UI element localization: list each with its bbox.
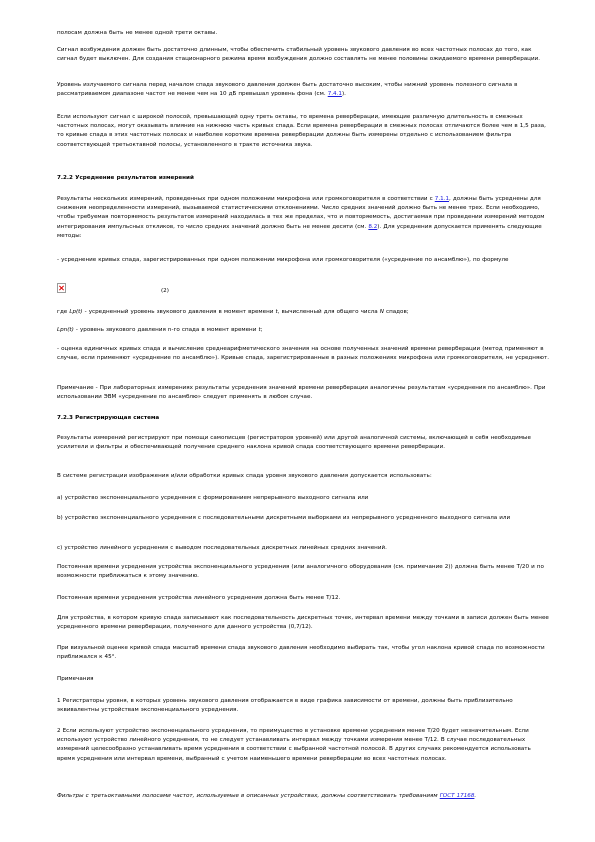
note: 2 Если используют устройство экспоненциального усреднения, то преимущество в установке времени усреднения менее T/20 будет незначительным. Если используют устройство линейного усреднения, то не следует устанавливать интервал между точками измерения менее T/12. В случае последовательных измерений целесообразно устанавливать время усреднения в соответствии с выбранной частотной полосой. В других случаях рекомендуется использовать время усреднения или интервал времени, выбранный с учетом наименьшего времени реверберации во всех частотных полосах. [57, 728, 531, 762]
paragraph [57, 81, 550, 99]
section-heading: 7.2.3 Регистрирующая система [57, 415, 160, 421]
paragraph-text: Результаты нескольких измерений, проведенных при одном положении микрофона или громкоговорителя в соответствии с [57, 196, 435, 202]
paragraph: При визуальной оценке кривой спада масштаб времени спада звукового давления необходимо выбирать так, чтобы угол наклона кривой спада по возможности приближался к 45°. [57, 645, 545, 661]
section-link[interactable]: 7.1.1 [434, 196, 449, 202]
section-link[interactable]: 8.2 [368, 223, 378, 230]
standard-link[interactable]: ГОСТ 17168 [439, 793, 475, 799]
equation-number: (2) [161, 288, 169, 294]
list-item: а) устройство экспоненциального усреднения с формированием непрерывного выходного сигнала или [57, 495, 369, 501]
paragraph-text: , вычисленный для общего числа [277, 309, 380, 315]
section-heading: 7.2.2 Усреднение результатов измерений [57, 175, 194, 181]
list-item: b) устройство экспоненциального усреднения с последовательными дискретными выборками из непрерывного усредненного выходного сигнала или [57, 515, 511, 521]
paragraph-text: Фильтры с третьоктавными полосами частот, используемые в описанных устройствах, должны соответствовать требованиям [57, 793, 440, 799]
paragraph-text: где [57, 309, 70, 315]
symbol: Lp(t) [69, 309, 83, 315]
paragraph: полосам должна быть не менее одной трети октавы. [57, 30, 218, 36]
paragraph [57, 326, 550, 335]
formula-image [57, 283, 66, 293]
paragraph [57, 195, 550, 241]
paragraph-text: - уровень звукового давления n-го спада в момент времени [73, 327, 259, 333]
notes-heading: Примечания [57, 676, 94, 682]
paragraph-text: спадов; [383, 309, 409, 315]
symbol: t [275, 309, 278, 315]
list-item: с) устройство линейного усреднения с выводом последовательных дискретных линейных средних значений. [57, 545, 387, 551]
paragraph: Если используют сигнал с широкой полосой, превышающей одну треть октавы, то времена реверберации, имеющие различную длительность в смежных частотных полосах, могут оказывать влияние на нижнюю часть кривых спада. Если времена реверберации в смежных полосах отличаются более чем в 1,5 раза, то кривые спада в этих частотных полосах и наиболее короткие времена реверберации должны быть измерены отдельно с использованием фильтра соответствующей третьоктавной полосы, установленного в тракте источника звука. [57, 114, 546, 148]
symbol: Lpn(t) [57, 327, 74, 333]
paragraph: - оценка единичных кривых спада и вычисление среднеарифметического значения на основе полученных значений времени реверберации (метод применяют в случае, если применяют «усреднение по ансамблю»). Кривые спада, зарегистрированные в разных положениях микрофона или громкоговорителя, не усредняют. [57, 346, 550, 362]
note: Примечание - При лабораторных измерениях результаты усреднения значений времени реверберации аналогичны результатам «усреднения по ансамблю». При использовании ЭВМ «усреднение по ансамблю» следует применять в любом случае. [57, 385, 546, 401]
paragraph: Постоянная времени усреднения устройства экспоненциального усреднения (или аналогичного оборудования (см. примечание 2)) должна быть менее T/20 и по возможности приближаться к этому значению. [57, 564, 544, 580]
paragraph [57, 792, 550, 801]
section-link[interactable]: 7.4.1 [327, 91, 342, 98]
note: 1 Регистраторы уровня, в которых уровень звукового давления отображается в виде графика зависимости от времени, должны быть приблизительно эквивалентны устройствам экспоненциального усреднения. [57, 698, 513, 714]
paragraph-text: . [474, 793, 477, 799]
paragraph: В системе регистрации изображения и/или обработки кривых спада уровня звукового давления допускается использовать: [57, 473, 432, 479]
paragraph: Постоянная времени усреднения устройства линейного усреднения должна быть менее T/12. [57, 595, 341, 601]
paragraph-text: ). Для усреднения допускается применять следующие методы: [57, 223, 542, 239]
paragraph-text: ; [260, 327, 263, 333]
paragraph: - усреднение кривых спада, зарегистрированных при одном положении микрофона или громкоговорителя («усреднение по ансамблю»), по формуле [57, 257, 509, 263]
paragraph [57, 308, 550, 317]
paragraph: Для устройства, в котором кривую спада записывают как последовательность дискретных точек, интервал времени между точками в записи должен быть менее усредненного времени реверберации, полученного для данного устройства (0,7/12). [57, 615, 549, 631]
symbol: t [258, 327, 261, 333]
paragraph: Результаты измерений регистрируют при помощи самописцев (регистраторов уровней) или другой аналогичной системы, включающей в себя необходимые усилители и фильтры и обеспечивающей получение среднего наклона кривой спада соответствующего времени реверберации. [57, 435, 531, 451]
paragraph-text: ). [341, 91, 346, 98]
symbol: N [379, 309, 384, 315]
paragraph: Сигнал возбуждения должен быть достаточно длинным, чтобы обеспечить стабильный уровень звукового давления во всех частотных полосах до того, как сигнал будет выключен. Для создания стационарного режима время возбуждения должно составлять не менее половины ожидаемого времени реверберации. [57, 47, 541, 63]
paragraph-text: - усредненный уровень звукового давления в момент времени [82, 309, 276, 315]
paragraph-text: , должны быть усреднены для снижения неопределенности измерений, вызываемой статистическими отклонениями. Число средних значений должно быть не менее трех. Если необходимо, чтобы требуемая повторяемость результатов измерений находилась в тех же пределах, что и повторяемость, достигаемая при проведении измерений методом интегрирования импульсных откликов, то число средних значений должно быть не менее десяти (см. [57, 196, 545, 230]
paragraph-text: Уровень излучаемого сигнала перед началом спада звукового давления должен быть достаточно высоким, чтобы нижний уровень полезного сигнала в рассматриваемом диапазоне частот не менее чем на 10 дБ превышал уровень фона (см. [57, 82, 518, 98]
